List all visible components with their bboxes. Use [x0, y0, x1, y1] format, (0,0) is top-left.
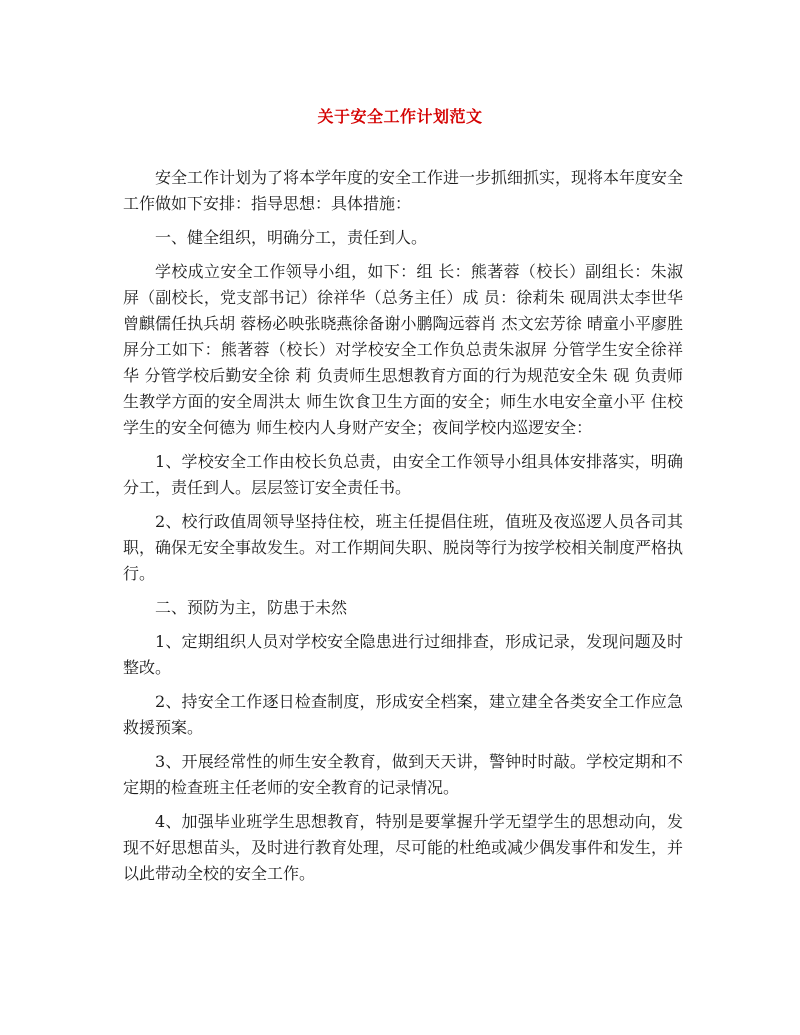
paragraph-leadership-group: 学校成立安全工作领导小组，如下：组 长：熊著蓉（校长）副组长：朱淑屏（副校长，党支部书记）徐祥华（总务主任）成 员：徐莉朱 砚周洪太李世华曾麒儒任执兵胡 蓉杨必映张晓燕徐备谢小鹏陶远蓉肖 杰文宏芳徐 晴童小平廖胜屏分工如下：熊著蓉（校长）对学校安全工作负总责朱淑屏 分管学生安全徐祥华 分管学校后勤安全徐 莉 负责师生思想教育方面的行为规范安全朱 砚 负责师生教学方面的安全周洪太 师生饮食卫生方面的安全；师生水电安全童小平 住校学生的安全何德为 师生校内人身财产安全；夜间学校内巡逻安全：: [123, 262, 683, 437]
paragraph-prevention-3: 3、开展经常性的师生安全教育，做到天天讲，警钟时时敲。学校定期和不定期的检查班主任老师的安全教育的记录情况。: [123, 752, 683, 797]
paragraph-item-2: 2、校行政值周领导坚持住校，班主任提倡住班，值班及夜巡逻人员各司其职，确保无安全事故发生。对工作期间失职、脱岗等行为按学校相关制度严格执行。: [123, 512, 684, 583]
document-title: 关于安全工作计划范文: [317, 107, 483, 126]
document-body: [123, 165, 683, 895]
paragraph-prevention-4: 4、加强毕业班学生思想教育，特别是要掌握升学无望学生的思想动向，发现不好思想苗头，及时进行教育处理，尽可能的杜绝或减少偶发事件和发生，并以此带动全校的安全工作。: [123, 812, 684, 883]
section-heading-prevention: 二、预防为主，防患于未然: [155, 598, 348, 617]
paragraph-intro: 安全工作计划为了将本学年度的安全工作进一步抓细抓实，现将本年度安全工作做如下安排：指导思想：具体措施：: [123, 168, 684, 213]
paragraph-item-1: 1、学校安全工作由校长负总责，由安全工作领导小组具体安排落实，明确分工，责任到人。层层签订安全责任书。: [123, 452, 683, 497]
paragraph-prevention-1: 1、定期组织人员对学校安全隐患进行过细排查，形成记录，发现问题及时整改。: [123, 632, 683, 677]
section-heading-organization: 一、健全组织，明确分工，责任到人。: [155, 228, 428, 247]
paragraph-prevention-2: 2、持安全工作逐日检查制度，形成安全档案，建立建全各类安全工作应急救援预案。: [123, 692, 683, 737]
